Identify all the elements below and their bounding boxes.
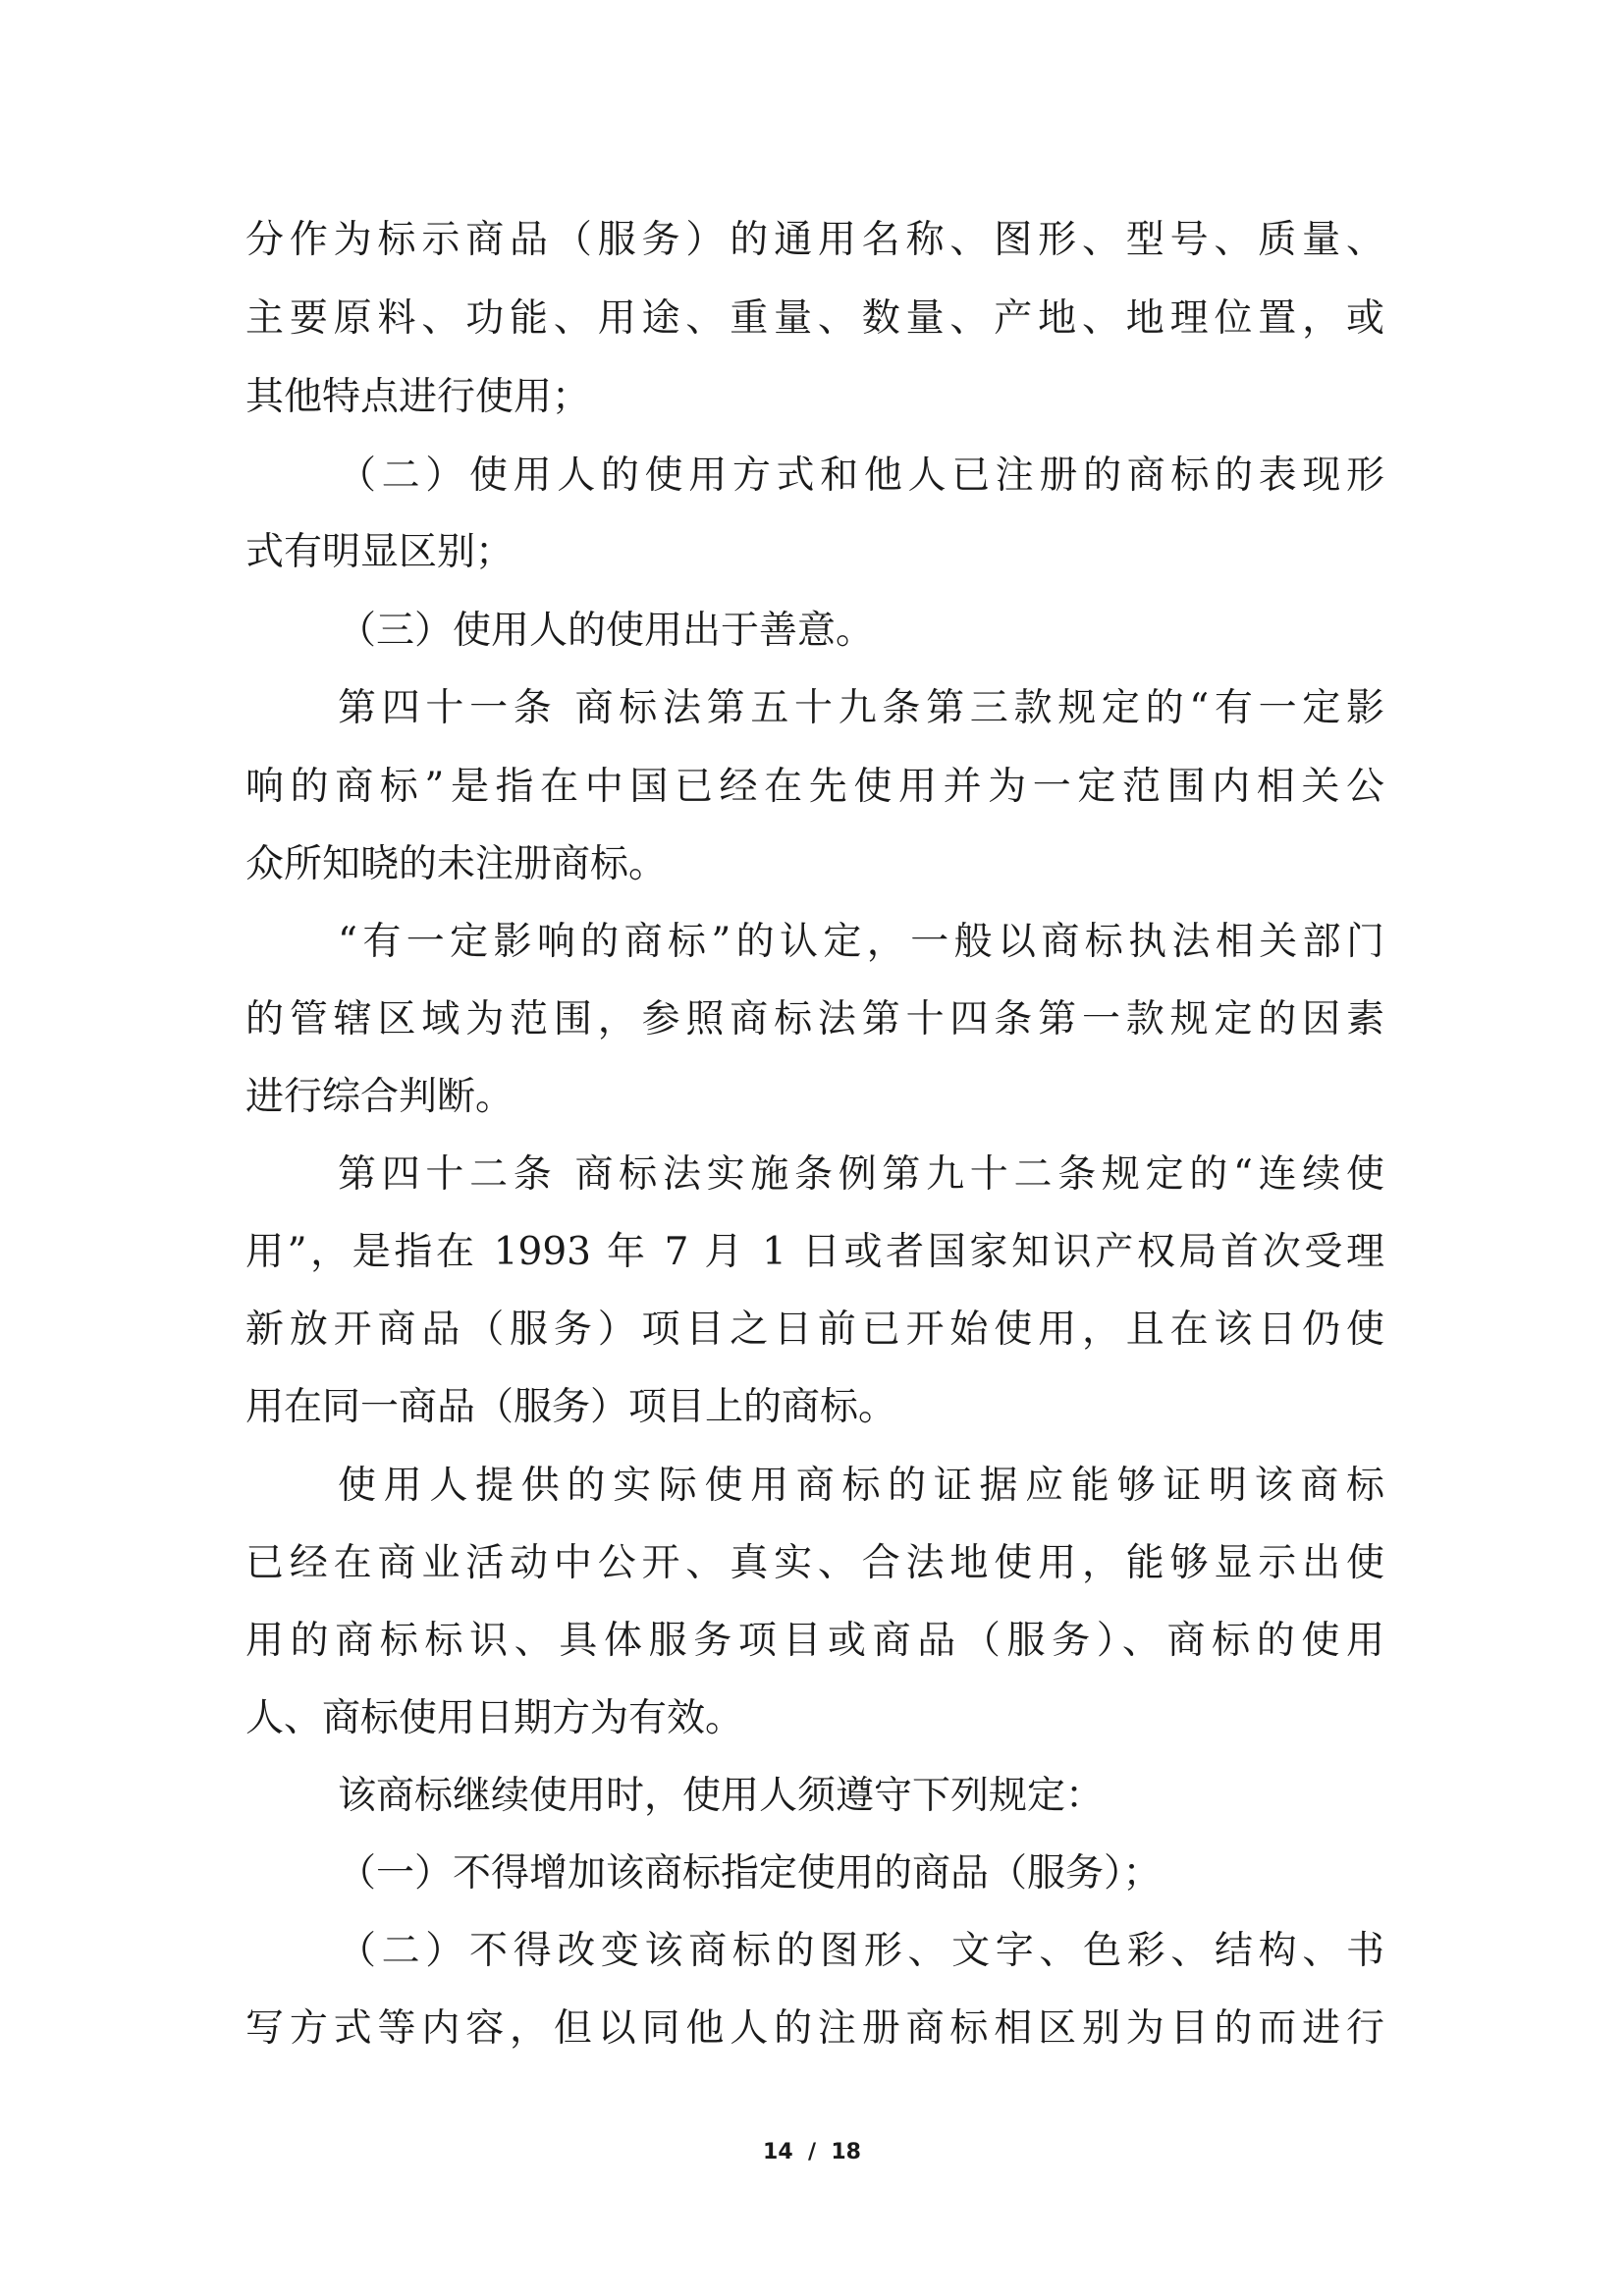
body-line-11: 的管辖区域为范围，参照商标法第十四条第一款规定的因素 <box>245 997 1384 1041</box>
article-42-line-3: 新放开商品（服务）项目之日前已开始使用，且在该日仍使 <box>245 1308 1384 1352</box>
body-line-19: 用的商标标识、具体服务项目或商品（服务）、商标的使用 <box>245 1619 1384 1663</box>
body-line-18: 已经在商业活动中公开、真实、合法地使用，能够显示出使 <box>245 1541 1384 1585</box>
body-line-24: 写方式等内容，但以同他人的注册商标相区别为目的而进行 <box>245 2006 1384 2051</box>
body-line-22: （一）不得增加该商标指定使用的商品（服务）； <box>338 1851 1162 1896</box>
article-42-line-1: 第四十二条 商标法实施条例第九十二条规定的“连续使 <box>338 1152 1384 1197</box>
body-line-17: 使用人提供的实际使用商标的证据应能够证明该商标 <box>338 1464 1384 1508</box>
body-line-6: （三）使用人的使用出于善意。 <box>338 609 875 653</box>
body-line-5: 式有明显区别； <box>245 530 514 574</box>
article-42-line-2: 用”，是指在 1993 年 7 月 1 日或者国家知识产权局首次受理 <box>245 1230 1384 1274</box>
body-line-1: 分作为标示商品（服务）的通用名称、图形、型号、质量、 <box>245 218 1384 262</box>
body-line-10: “有一定影响的商标”的认定，一般以商标执法相关部门 <box>338 920 1384 964</box>
article-42-line-4: 用在同一商品（服务）项目上的商标。 <box>245 1385 897 1429</box>
body-line-20: 人、商标使用日期方为有效。 <box>245 1696 744 1740</box>
body-line-21: 该商标继续使用时，使用人须遵守下列规定： <box>338 1774 1105 1818</box>
body-line-12: 进行综合判断。 <box>245 1075 514 1119</box>
article-41-line-3: 众所知晓的未注册商标。 <box>245 842 668 886</box>
body-line-3: 其他特点进行使用； <box>245 375 591 419</box>
body-line-4: （二）使用人的使用方式和他人已注册的商标的表现形 <box>338 454 1384 498</box>
article-41-line-1: 第四十一条 商标法第五十九条第三款规定的“有一定影 <box>338 686 1384 730</box>
body-line-2: 主要原料、功能、用途、重量、数量、产地、地理位置，或 <box>245 296 1384 341</box>
page-number: 14 / 18 <box>763 2140 861 2164</box>
article-41-line-2: 响的商标”是指在中国已经在先使用并为一定范围内相关公 <box>245 765 1384 809</box>
body-line-23: （二）不得改变该商标的图形、文字、色彩、结构、书 <box>338 1929 1384 1973</box>
